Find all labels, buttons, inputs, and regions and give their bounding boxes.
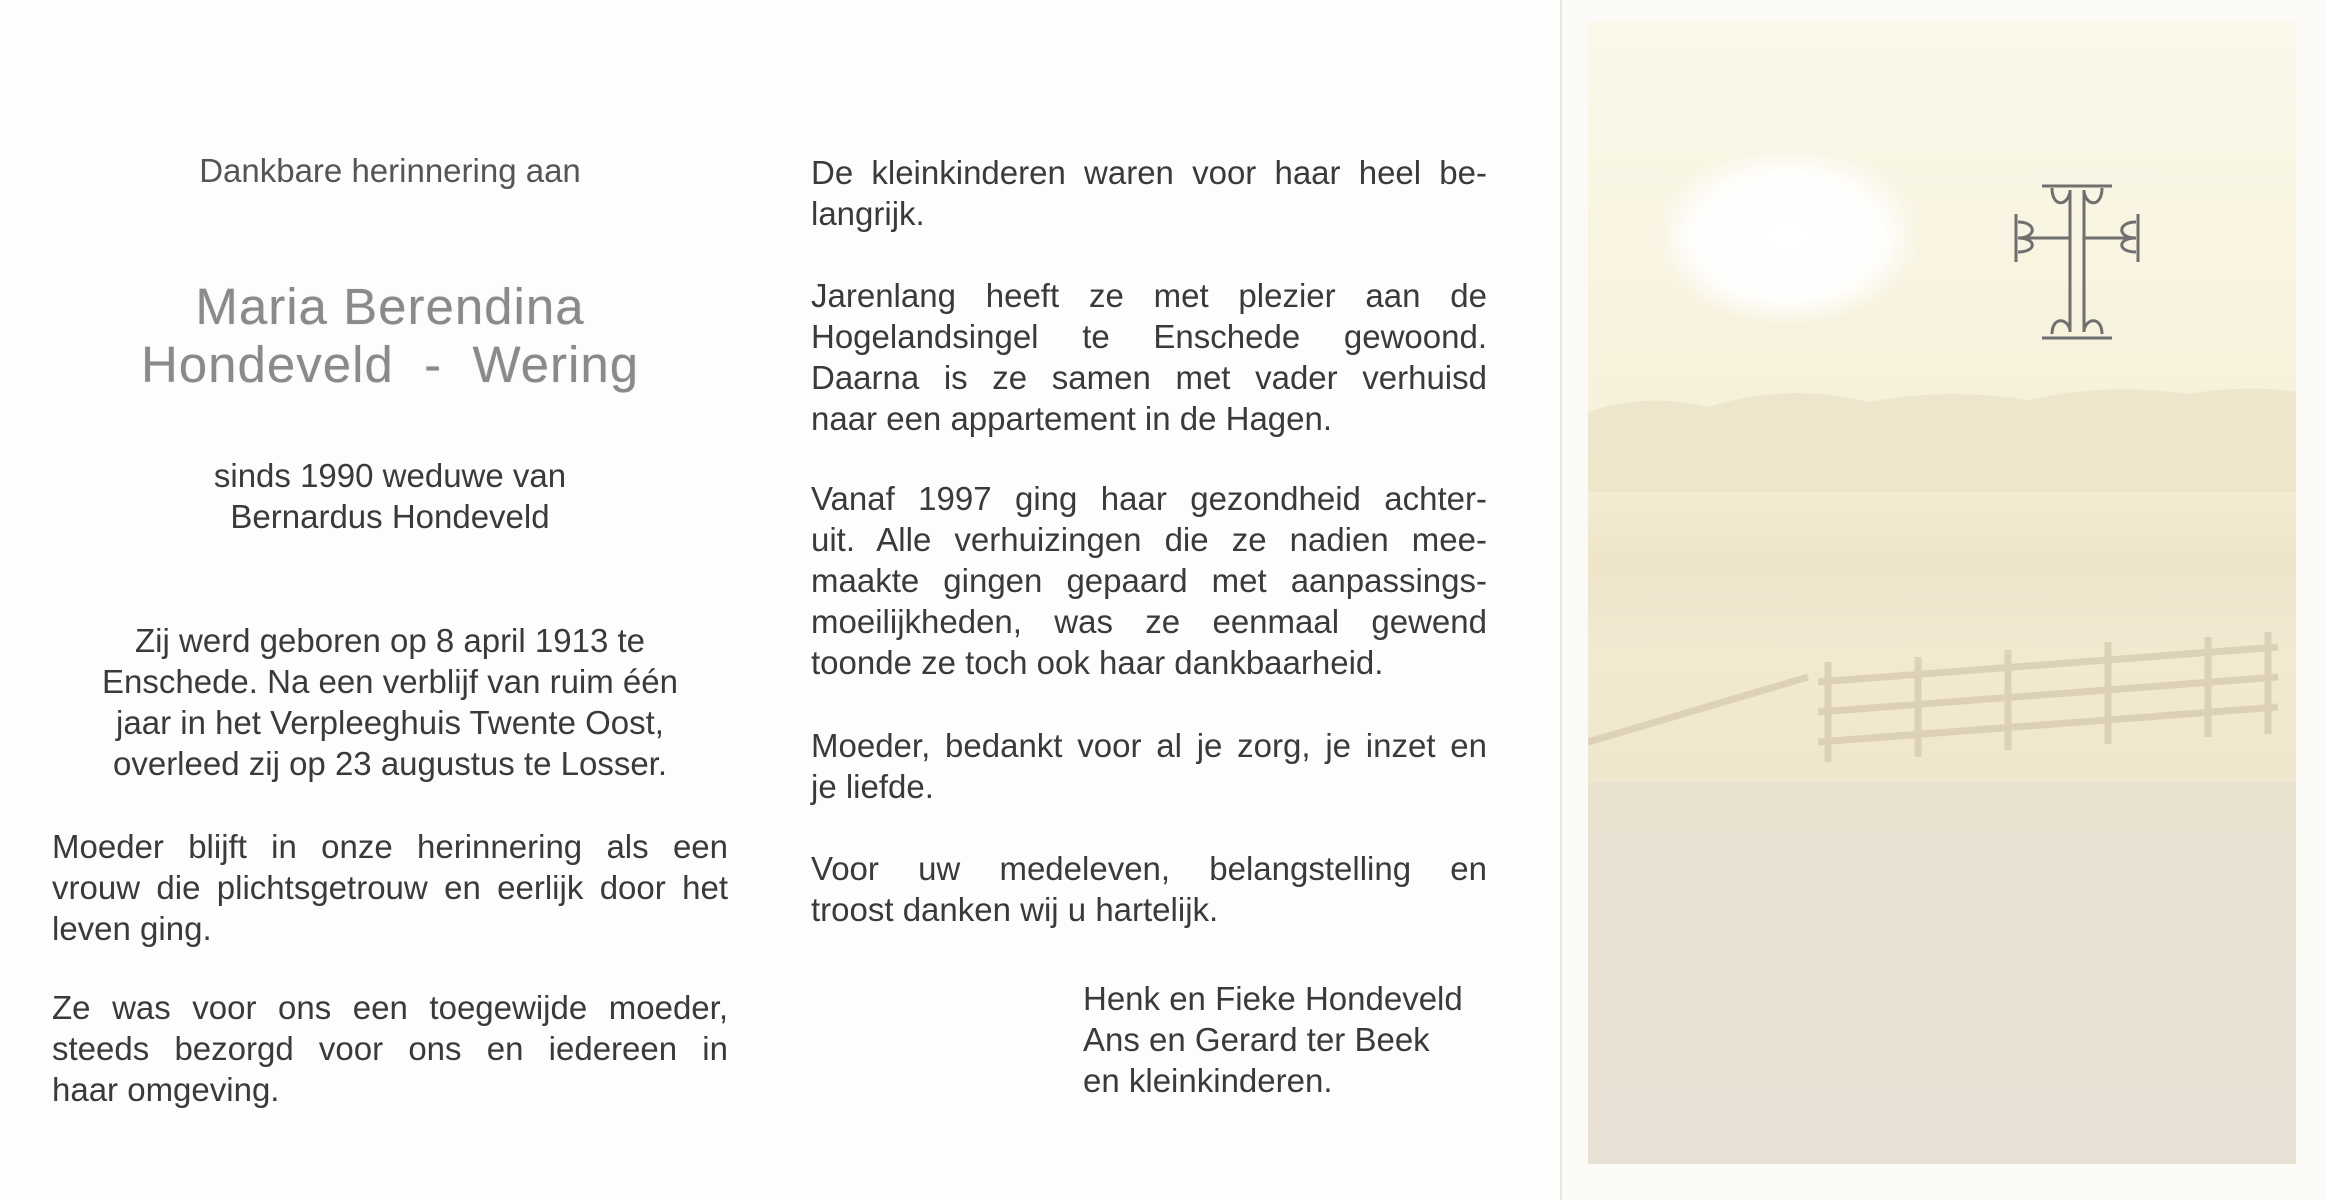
name-line: Hondeveld - Wering [140,336,640,393]
left-page [0,0,780,1200]
paragraph-line: naar een appartement in de Hagen. [811,400,1333,437]
widow-line: sinds 1990 weduwe van [213,457,567,494]
thanks-mother-paragraph [811,725,1487,807]
paragraph-line: Ze was voor ons een toegewijde moeder, [52,989,728,1026]
memory-paragraph [52,826,728,949]
paragraph-line: Enschede. Na een verblijf van ruim één [102,663,678,700]
name-line: Maria Berendina [195,278,585,335]
paragraph-line: Vanaf 1997 ging haar gezondheid achter- [811,480,1487,517]
cross-icon [2012,182,2142,342]
paragraph-line: vrouw die plichtsgetrouw en eerlijk door het [52,869,728,906]
paragraph-line: Hogelandsingel te Enschede gewoond. [811,318,1487,355]
deceased-name [0,278,780,394]
grandchildren-paragraph [811,152,1487,234]
paragraph-line: langrijk. [811,195,925,232]
signature-line: Ans en Gerard ter Beek [1083,1021,1430,1058]
misty-landscape-illustration [1588,22,2296,1164]
widow-line: Bernardus Hondeveld [230,498,550,535]
mother-paragraph [52,987,728,1110]
paragraph-line: Moeder blijft in onze herinnering als een [52,828,728,865]
signature-line: Henk en Fieke Hondeveld [1083,980,1463,1017]
landscape-photo [1588,22,2296,1164]
paragraph-line: Voor uw medeleven, belangstelling en [811,850,1487,887]
paragraph-line: leven ging. [52,910,212,947]
condolence-thanks-paragraph [811,848,1487,930]
family-signature [1083,978,1463,1101]
paragraph-line: toonde ze toch ook haar dankbaarheid. [811,644,1384,681]
widow-notice [0,455,780,537]
paragraph-line: overleed zij op 23 augustus te Losser. [112,745,668,782]
paragraph-line: je liefde. [811,768,934,805]
residence-paragraph [811,275,1487,439]
field-shape [1588,782,2296,1164]
intro-text: Dankbare herinnering aan [199,152,581,189]
paragraph-line: Zij werd geboren op 8 april 1913 te [135,622,645,659]
paragraph-line: steeds bezorgd voor ons en iedereen in [52,1030,728,1067]
paragraph-line: troost danken wij u hartelijk. [811,891,1219,928]
mist-band [1588,462,2296,662]
signature-line: en kleinkinderen. [1083,1062,1333,1099]
health-paragraph [811,478,1487,683]
sun-shape [1653,147,1923,327]
paragraph-line: haar omgeving. [52,1071,280,1108]
paragraph-line: moeilijkheden, was ze eenmaal gewend [811,603,1487,640]
paragraph-line: De kleinkinderen waren voor haar heel be- [811,154,1487,191]
paragraph-line: uit. Alle verhuizingen die ze nadien mee- [811,521,1487,558]
paragraph-line: jaar in het Verpleeghuis Twente Oost, [116,704,664,741]
paragraph-line: Jarenlang heeft ze met plezier aan de [811,277,1487,314]
paragraph-line: Moeder, bedankt voor al je zorg, je inzet en [811,727,1487,764]
birth-death-paragraph [0,620,780,784]
paragraph-line: Daarna is ze samen met vader verhuisd [811,359,1487,396]
paragraph-line: maakte gingen gepaard met aanpassings- [811,562,1487,599]
